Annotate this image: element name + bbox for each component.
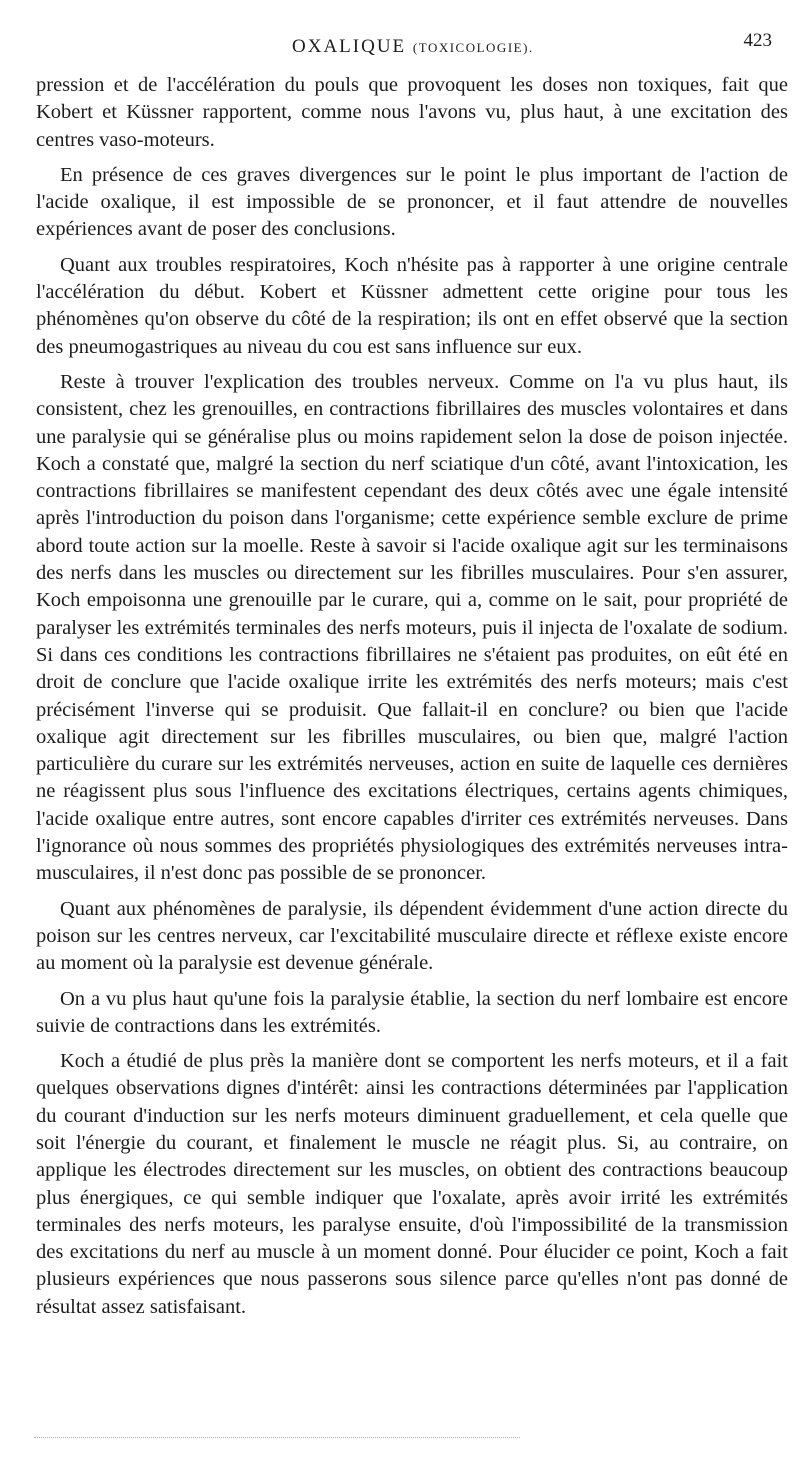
running-header: [36, 30, 788, 72]
paragraph-continued: pression et de l'accélération du pouls que provoquent les doses non toxiques, fait que Kobert et Küssner rapportent, comme nous l'avons vu, plus haut, à une excitation des centres vaso-moteurs.: [36, 74, 788, 151]
paragraph: Reste à trouver l'explication des troubles nerveux. Comme on l'a vu plus haut, ils consistent, chez les grenouilles, en contractions fibrillaires des muscles volontaires et dans une paralysie qui se généralise plus ou moins rapidement selon la dose de poison injectée. Koch a constaté que, malgré la section du nerf sciatique d'un côté, avant l'intoxication, les contractions fibrillaires se manifestent cependant des deux côtés avec une égale intensité après l'introduction du poison dans l'organisme; cette expérience semble exclure de prime abord toute action sur la moelle. Reste à savoir si l'acide oxalique agit sur les terminaisons des nerfs dans les muscles ou directement sur les fibrilles musculaires. Pour s'en assurer, Koch empoisonna une grenouille par le curare, qui a, comme on le sait, pour propriété de paralyser les extrémités terminales des nerfs moteurs, puis il injecta de l'oxalate de sodium. Si dans ces conditions les contractions fibrillaires ne s'étaient pas produites, on eût été en droit de conclure que l'acide oxalique irrite les extrémités des nerfs moteurs; mais c'est précisément l'inverse qui se produisit. Que fallait-il en conclure? ou bien que l'acide oxalique agit directement sur les fibrilles musculaires, ou bien que, malgré l'action particulière du curare sur les extrémités nerveuses, action en suite de laquelle ces dernières ne réagissent plus sous l'influence des excitations électriques, certains agents chimiques, l'acide oxalique entre autres, sont encore capables d'irriter ces extrémités nerveuses. Dans l'ignorance où nous sommes des propriétés physiologiques des extrémités nerveuses intra-musculaires, il n'est donc pas possible de se prononcer.: [36, 370, 788, 885]
paragraph: Quant aux phénomènes de paralysie, ils dépendent évidemment d'une action directe du poison sur les centres nerveux, car l'excitabilité musculaire directe et réflexe existe encore au moment où la paralysie est devenue générale.: [36, 897, 788, 975]
running-title: [292, 36, 534, 58]
page-number: 423: [743, 30, 772, 51]
running-title-sub: (TOXICOLOGIE).: [412, 40, 534, 55]
body-text: [36, 72, 788, 1321]
book-page: [36, 30, 788, 1329]
paragraph: En présence de ces graves divergences sur le point le plus important de l'action de l'acide oxalique, il est impossible de se prononcer, et il faut attendre de nouvelles expériences avant de poser des conclusions.: [36, 163, 788, 241]
paragraph: On a vu plus haut qu'une fois la paralysie établie, la section du nerf lombaire est encore suivie de contractions dans les extrémités.: [36, 987, 788, 1037]
paragraph: Quant aux troubles respiratoires, Koch n'hésite pas à rapporter à une origine centrale l'accélération du début. Kobert et Küssner admettent cette origine pour tous les phénomènes qu'on observe du côté de la respiration; ils ont en effet observé que la section des pneumogastriques au niveau du cou est sans influence sur eux.: [36, 253, 788, 358]
footer-rule: [34, 1437, 520, 1438]
paragraph: Koch a étudié de plus près la manière dont se comportent les nerfs moteurs, et il a fait quelques observations dignes d'intérêt: ainsi les contractions déterminées par l'application du courant d'induction sur les nerfs moteurs diminuent graduellement, et cela quelle que soit l'énergie du courant, et finalement le muscle ne réagit plus. Si, au contraire, on applique les électrodes directement sur les muscles, on obtient des contractions beaucoup plus énergiques, ce qui semble indiquer que l'oxalate, après avoir irrité les extrémités terminales des nerfs moteurs, les paralyse ensuite, d'où l'impossibilité de la transmission des excitations du nerf au muscle à un moment donné. Pour élucider ce point, Koch a fait plusieurs expériences que nous passerons sous silence parce qu'elles n'ont pas donné de résultat assez satisfaisant.: [36, 1050, 788, 1318]
running-title-main: OXALIQUE: [292, 36, 407, 57]
